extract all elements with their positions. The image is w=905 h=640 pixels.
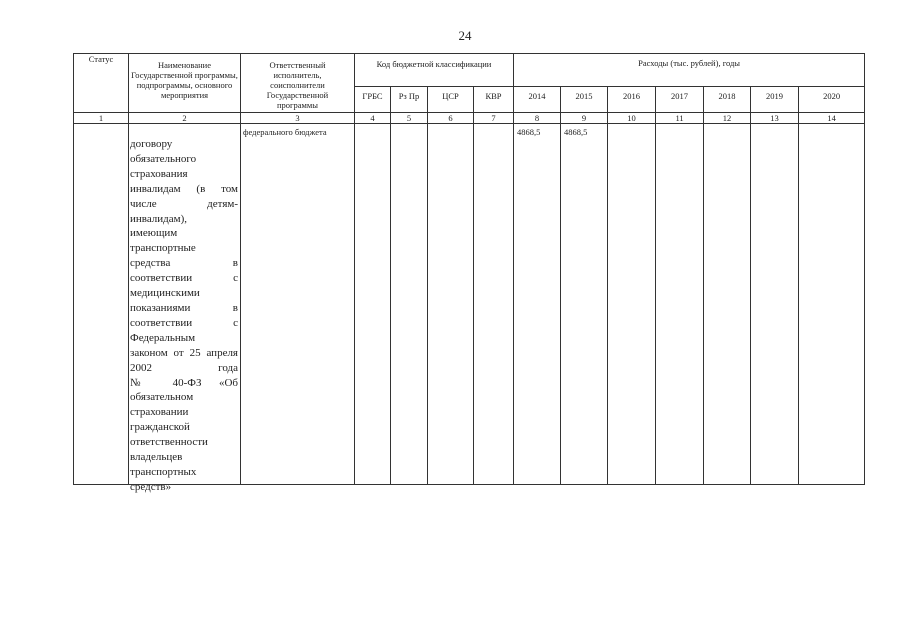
value-2015-cell: 4868,5 — [561, 124, 608, 485]
header-name: Наименование Государственной программы, подпрограммы, основного мероприятия — [129, 54, 241, 113]
column-number-row — [74, 113, 865, 124]
status-cell — [74, 124, 129, 485]
header-year-2020: 2020 — [799, 87, 865, 113]
description-line: соответствии с — [130, 316, 238, 329]
header-rzpr: Рз Пр — [391, 87, 428, 113]
grbs-cell — [355, 124, 391, 485]
header-kvr: КВР — [474, 87, 514, 113]
rzpr-cell — [391, 124, 428, 485]
description-line: страхования — [130, 167, 188, 180]
description-line: гражданской — [130, 421, 190, 434]
description-line: обязательного — [130, 152, 197, 165]
description-line: обязательном — [130, 391, 194, 404]
column-number: 11 — [656, 113, 704, 124]
csr-cell — [428, 124, 474, 485]
value-2019-cell — [751, 124, 799, 485]
description-line: законом от 25 апреля — [130, 346, 238, 359]
description-line: показаниями в — [130, 301, 238, 314]
header-status: Статус — [74, 54, 129, 113]
value-2016-cell — [608, 124, 656, 485]
description-text — [130, 137, 238, 495]
description-line: инвалидам), — [130, 212, 188, 225]
column-number: 2 — [129, 113, 241, 124]
page-number: 24 — [458, 28, 472, 43]
column-number: 13 — [751, 113, 799, 124]
column-number: 12 — [704, 113, 751, 124]
description-line: 2002 года — [130, 361, 238, 374]
description-line: транспортных — [130, 465, 197, 478]
column-number: 10 — [608, 113, 656, 124]
description-line: имеющим — [130, 227, 178, 240]
column-number: 4 — [355, 113, 391, 124]
column-number: 7 — [474, 113, 514, 124]
responsible-cell: федерального бюджета — [241, 124, 355, 485]
header-expenses: Расходы (тыс. рублей), годы — [514, 54, 865, 87]
header-year-2019: 2019 — [751, 87, 799, 113]
description-line: инвалидам (в том — [130, 182, 238, 195]
header-grbs: ГРБС — [355, 87, 391, 113]
description-line: средств» — [130, 480, 172, 493]
column-number: 1 — [74, 113, 129, 124]
value-2017-cell — [656, 124, 704, 485]
header-csr: ЦСР — [428, 87, 474, 113]
header-year-2018: 2018 — [704, 87, 751, 113]
header-year-2016: 2016 — [608, 87, 656, 113]
description-line: числе детям- — [130, 197, 238, 210]
header-budget-code: Код бюджетной классификации — [355, 54, 514, 87]
description-line: владельцев — [130, 451, 183, 464]
header-year-2017: 2017 — [656, 87, 704, 113]
description-line: средства в — [130, 257, 238, 270]
column-number: 9 — [561, 113, 608, 124]
description-line: № 40-ФЗ «Об — [130, 376, 238, 389]
description-line: соответствии с — [130, 272, 238, 285]
column-number: 14 — [799, 113, 865, 124]
description-line: договору — [130, 138, 173, 150]
description-line: транспортные — [130, 242, 196, 255]
column-number: 5 — [391, 113, 428, 124]
description-line: страховании — [130, 406, 189, 419]
kvr-cell — [474, 124, 514, 485]
column-number: 3 — [241, 113, 355, 124]
header-row-1 — [74, 54, 865, 87]
header-responsible: Ответственный исполнитель, соисполнители Государственной программы — [241, 54, 355, 113]
description-line: Федеральным — [130, 331, 196, 344]
header-year-2015: 2015 — [561, 87, 608, 113]
column-number: 6 — [428, 113, 474, 124]
value-2014-cell: 4868,5 — [514, 124, 561, 485]
header-year-2014: 2014 — [514, 87, 561, 113]
column-number: 8 — [514, 113, 561, 124]
description-line: ответственности — [130, 436, 208, 449]
value-2018-cell — [704, 124, 751, 485]
value-2020-cell — [799, 124, 865, 485]
description-line: медицинскими — [130, 287, 200, 300]
